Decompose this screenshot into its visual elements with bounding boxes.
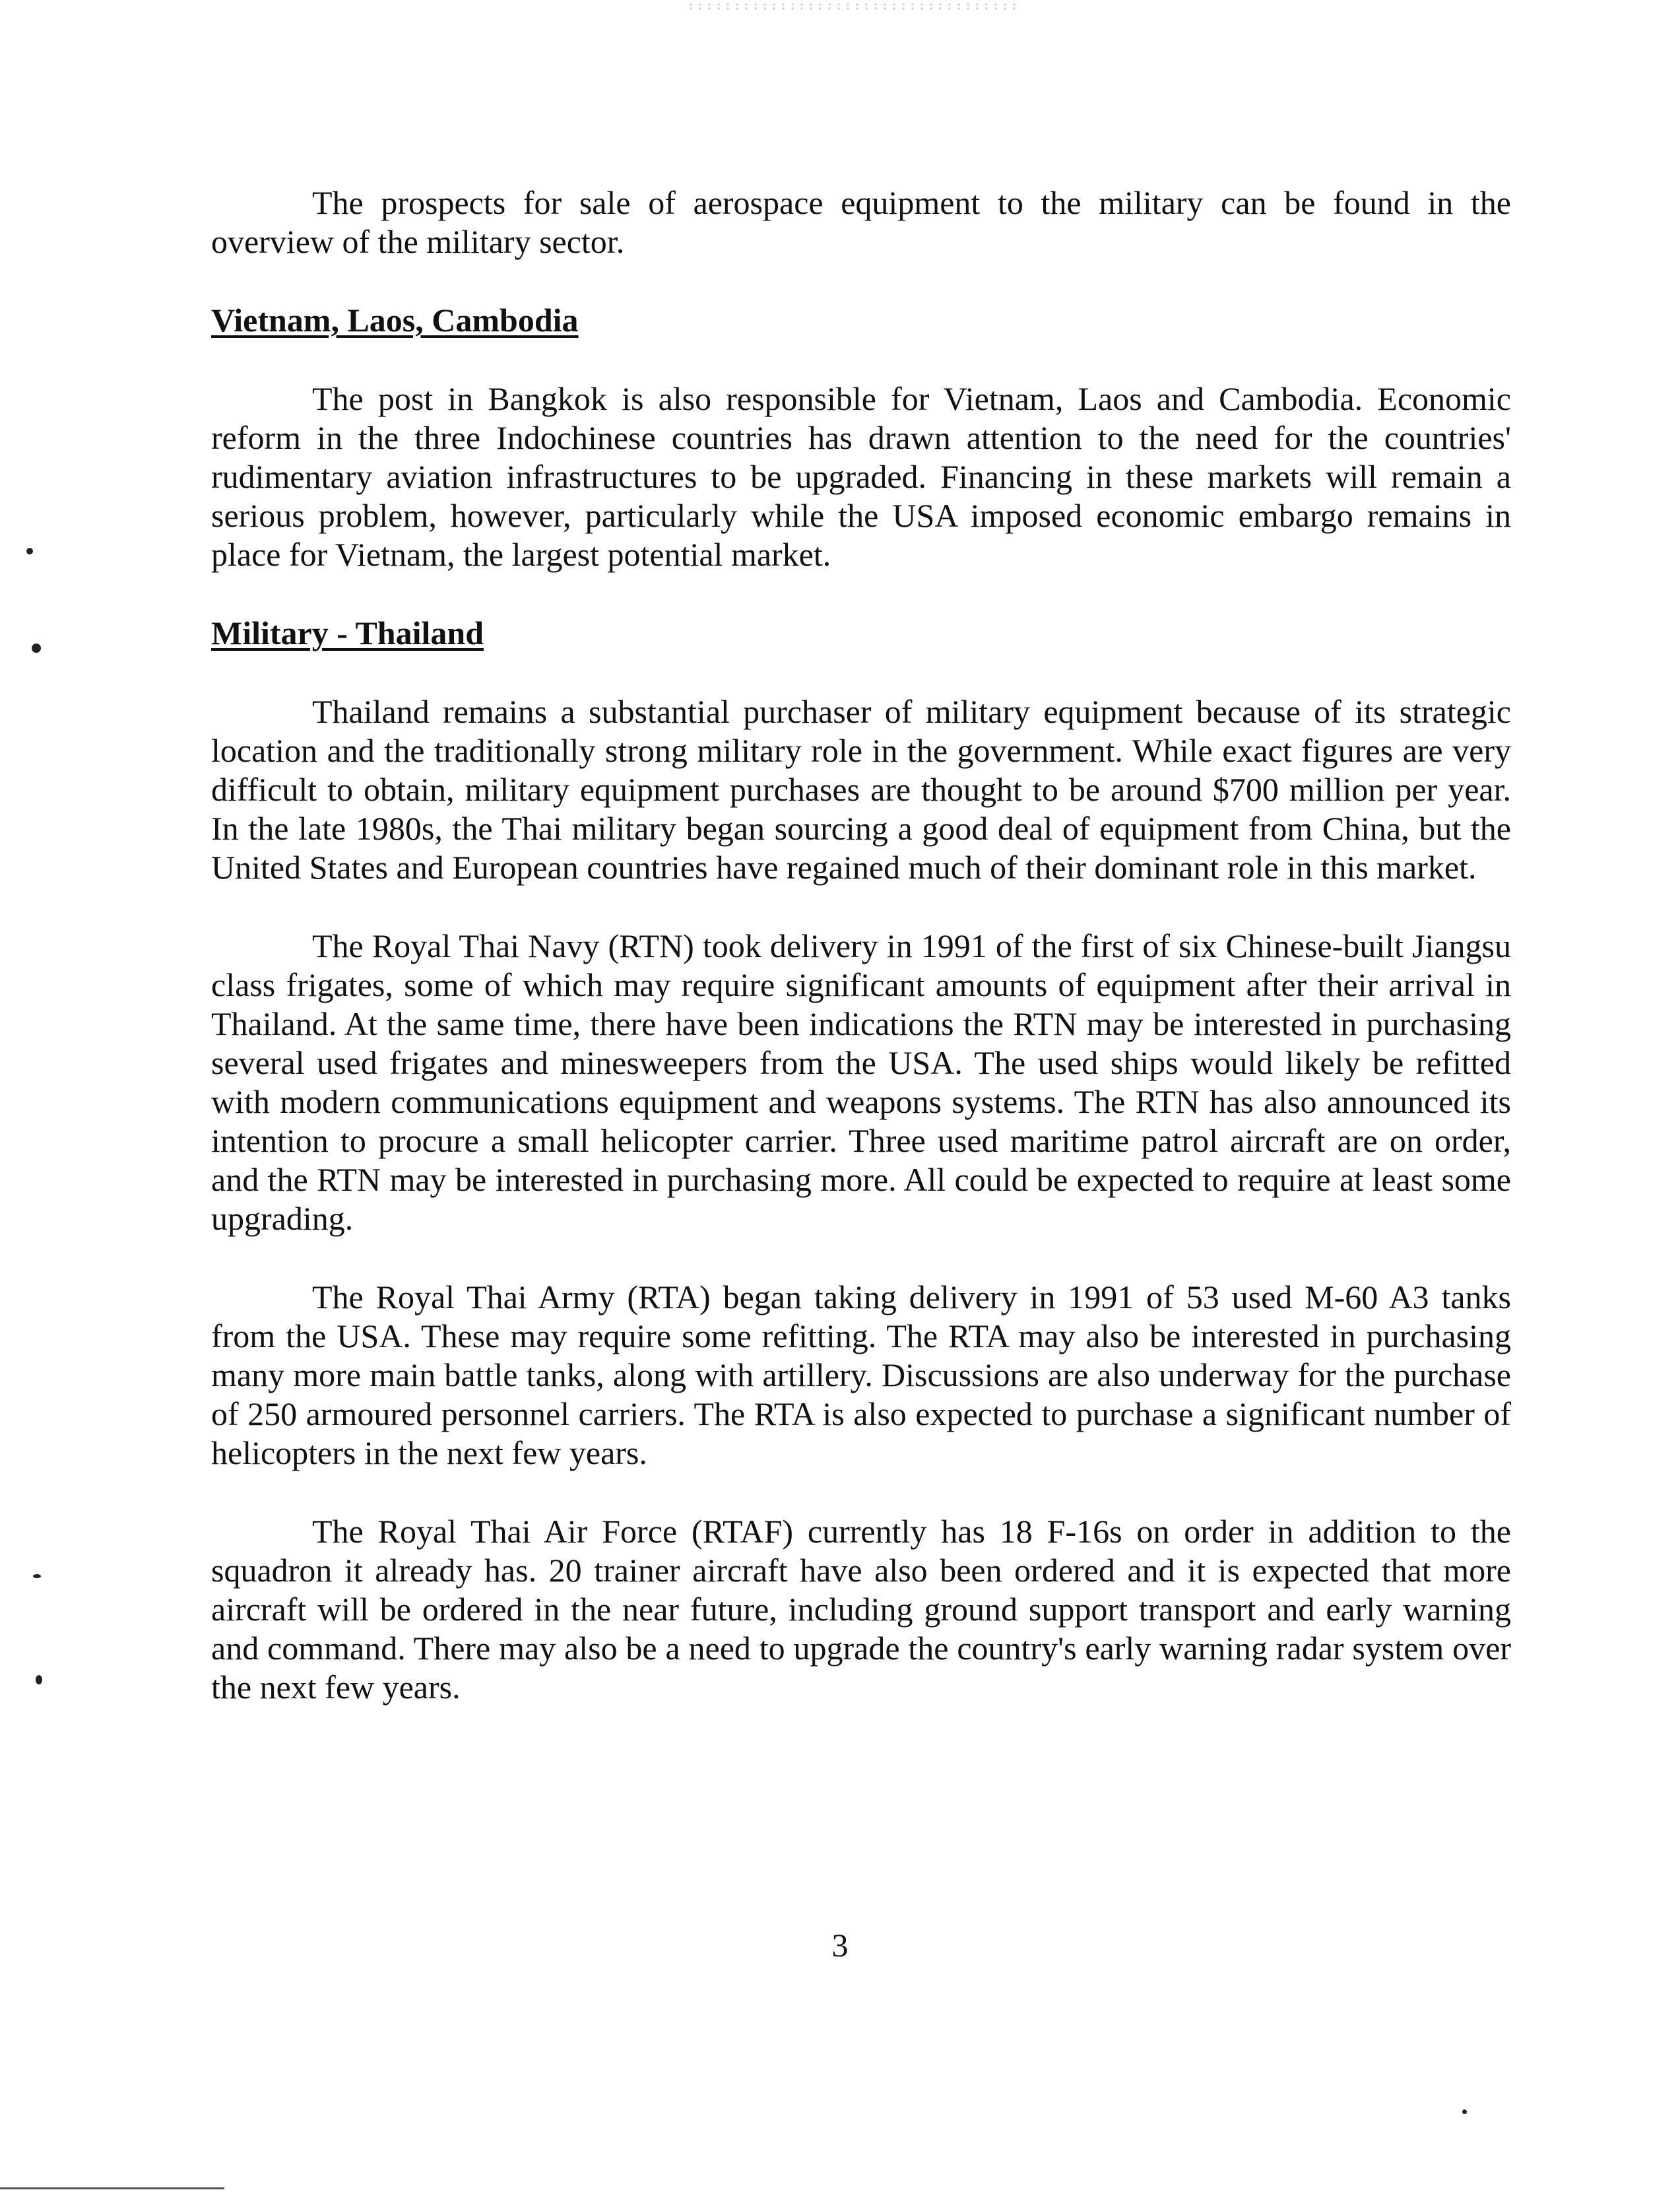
scan-noise-top: [686, 3, 1016, 11]
vietnam-paragraph: The post in Bangkok is also responsible for Vietnam, Laos and Cambodia. Economic reform in the three Indochinese countries has drawn attention to the need for the countries' rudimentary aviation infrastructures to be upgraded. Financing in these markets will remain a serious problem, however, particularly while the USA imposed economic embargo remains in place for Vietnam, the largest potential market.: [211, 380, 1511, 573]
scan-speck: [32, 644, 41, 653]
royal-thai-army-paragraph: The Royal Thai Army (RTA) began taking delivery in 1991 of 53 used M-60 A3 tanks from the USA. These may require some refitting. The RTA may also be interested in purchasing many more main battle tanks, along with artillery. Discussions are also underway for the purchase of 250 armoured personnel carriers. The RTA is also expected to purchase a significant number of helicopters in the next few years.: [211, 1279, 1511, 1471]
section-heading-vietnam: Vietnam, Laos, Cambodia: [211, 302, 579, 339]
scan-speck: [33, 1574, 41, 1578]
royal-thai-navy-paragraph: The Royal Thai Navy (RTN) took delivery in 1991 of the first of six Chinese-built Jiangsu class frigates, some of which may require significant amounts of equipment after their arrival in Thailand. At the same time, there have been indications the RTN may be interested in purchasing several used frigates and minesweepers from the USA. The used ships would likely be refitted with modern communications equipment and weapons systems. The RTN has also announced its intention to procure a small helicopter carrier. Three used maritime patrol aircraft are on order, and the RTN may be interested in purchasing more. All could be expected to require at least some upgrading.: [211, 927, 1511, 1237]
royal-thai-air-force-paragraph: The Royal Thai Air Force (RTAF) currently has 18 F-16s on order in addition to the squadron it already has. 20 trainer aircraft have also been ordered and it is expected that more aircraft will be ordered in the near future, including ground support transport and early warning and command. There may also be a need to upgrade the country's early warning radar system over the next few years.: [211, 1513, 1511, 1706]
military-thailand-paragraph: Thailand remains a substantial purchaser of military equipment because of its strategic location and the traditionally strong military role in the government. While exact figures are very difficult to obtain, military equipment purchases are thought to be around $700 million per year. In the late 1980s, the Thai military began sourcing a good deal of equipment from China, but the United States and European countries have regained much of their dominant role in this market.: [211, 693, 1511, 886]
scan-speck: [36, 1675, 42, 1684]
section-heading-military: Military - Thailand: [211, 614, 484, 651]
scan-edge-line: [0, 2187, 224, 2189]
page-number: 3: [831, 1927, 849, 1964]
document-body: [211, 183, 1511, 1746]
scan-speck: [1462, 2109, 1467, 2114]
intro-paragraph: The prospects for sale of aerospace equipment to the military can be found in the overview of the military sector.: [211, 184, 1511, 260]
scan-speck: [26, 548, 33, 554]
